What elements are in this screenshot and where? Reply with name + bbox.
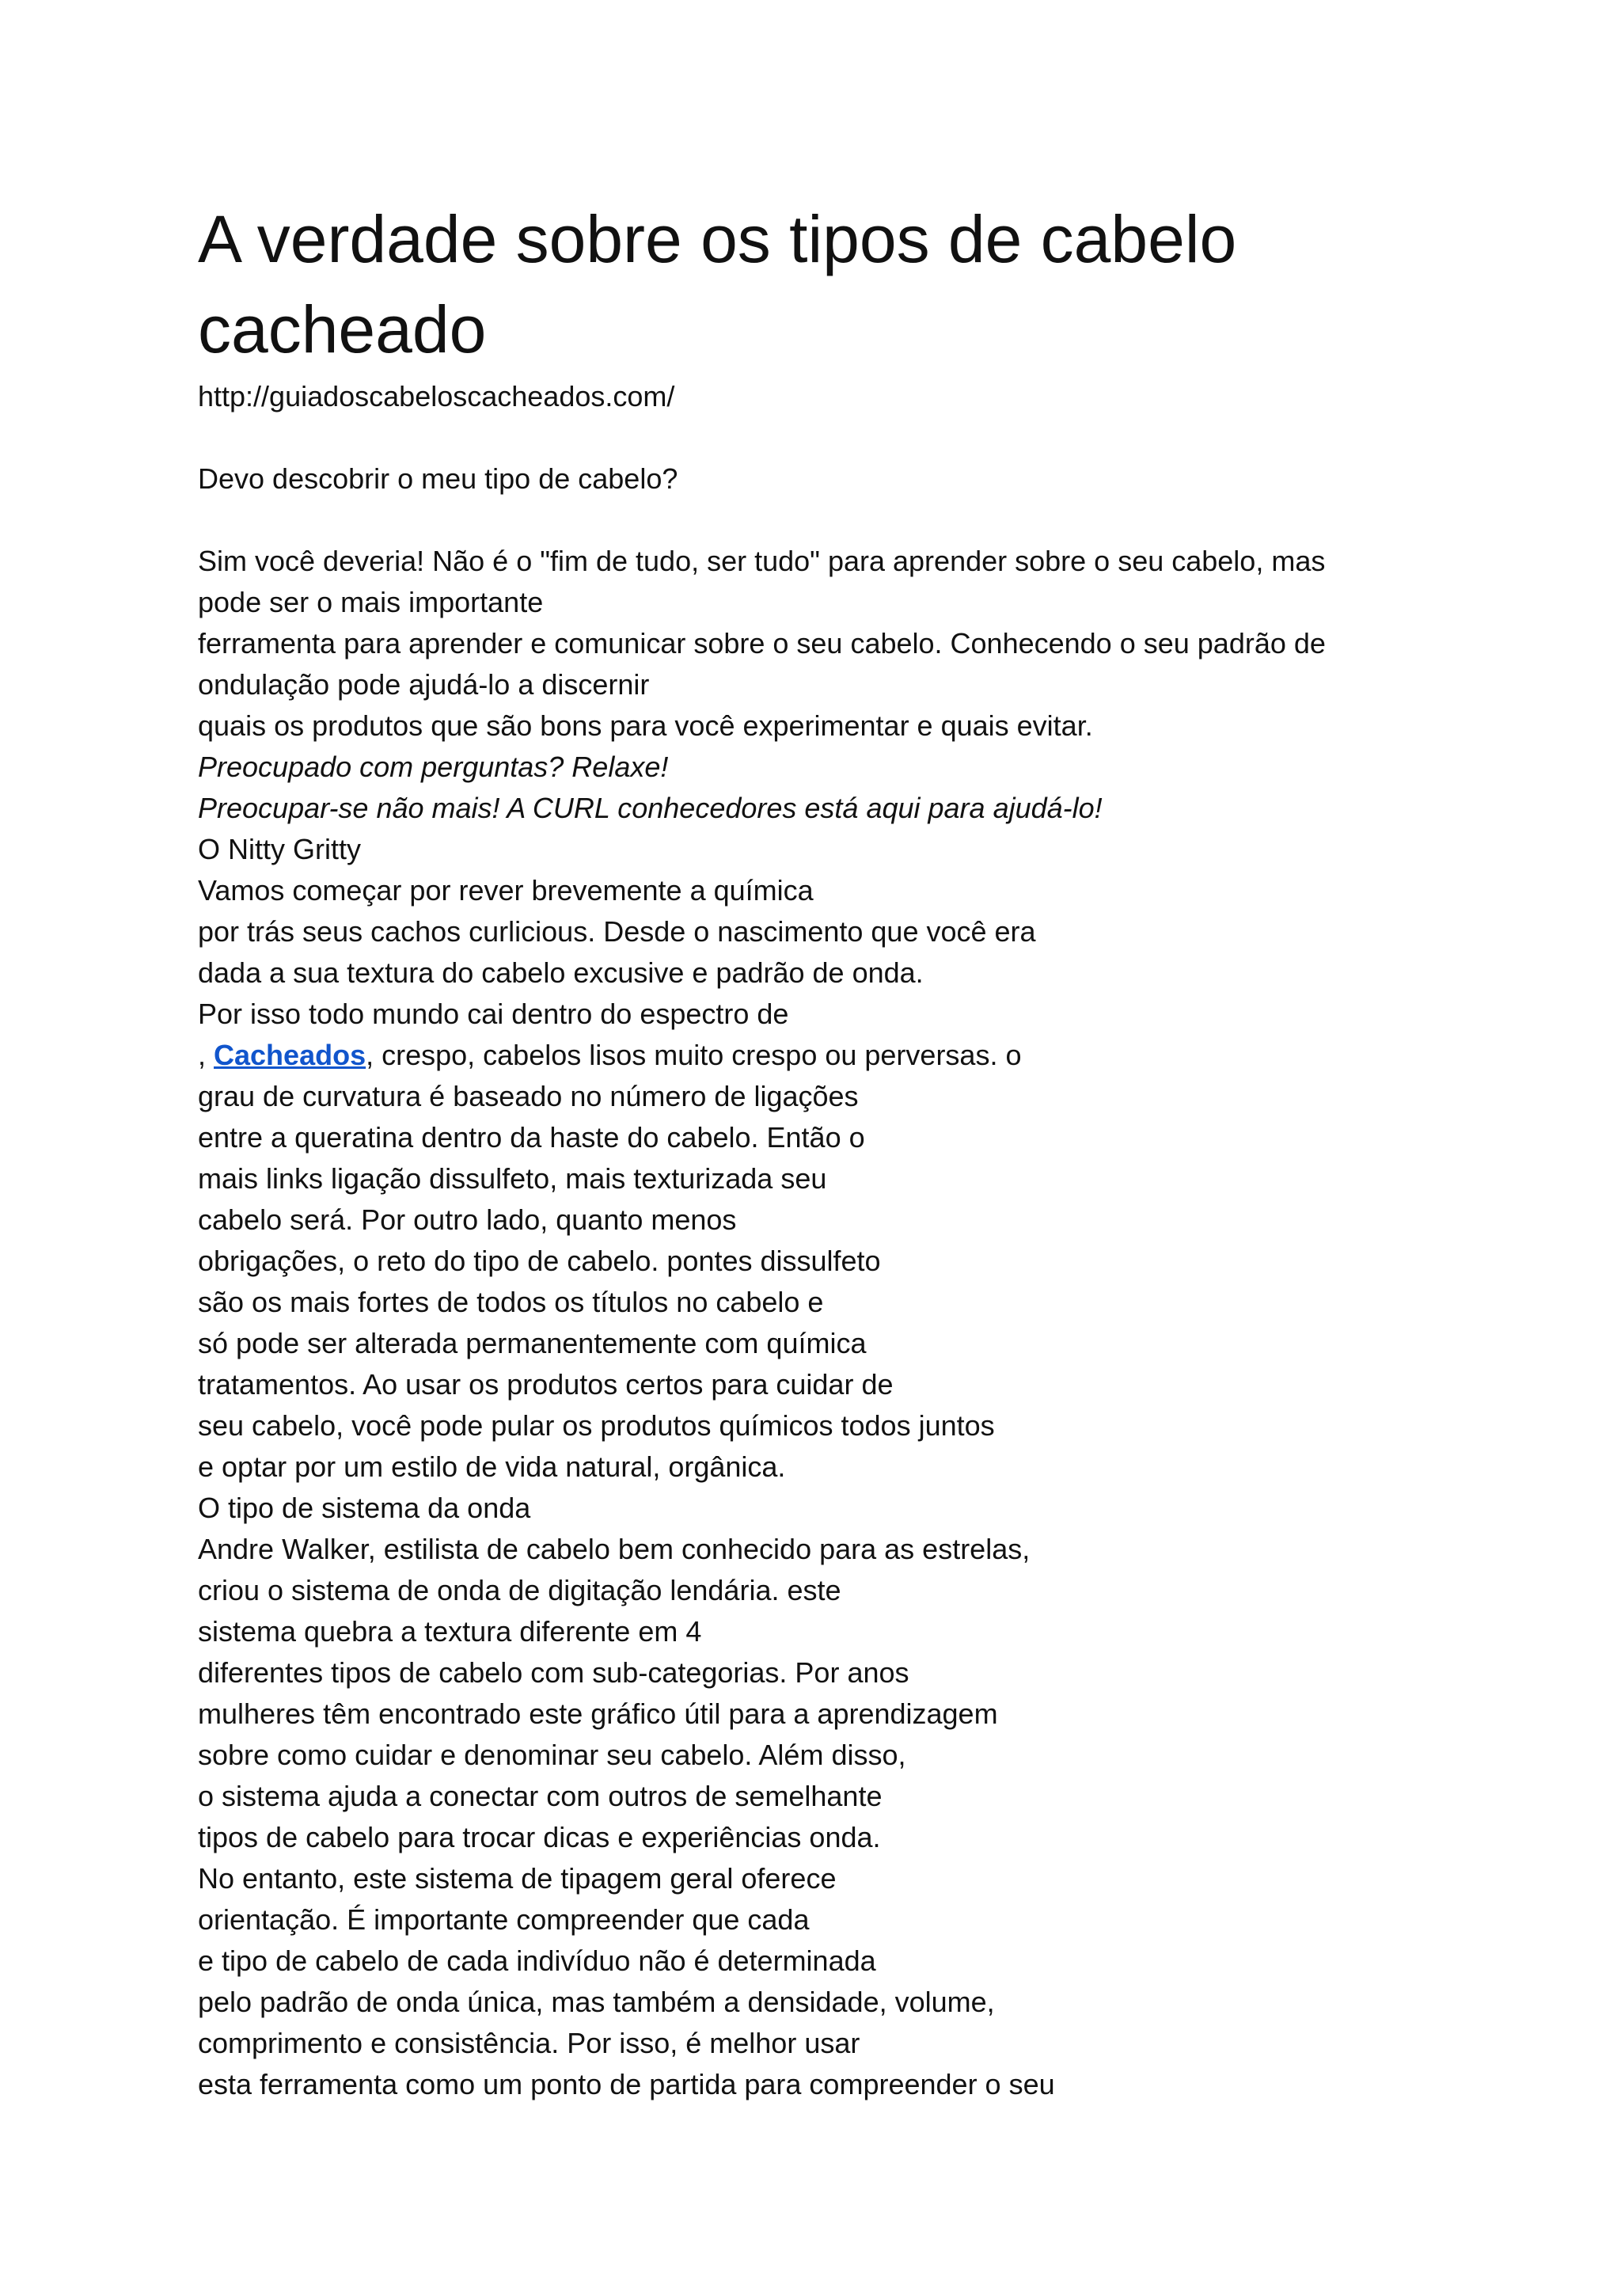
- section-heading-wave-system: O tipo de sistema da onda: [198, 1492, 531, 1524]
- body-line: grau de curvatura é baseado no número de ligações: [198, 1080, 859, 1112]
- body-line: tipos de cabelo para trocar dicas e experiências onda.: [198, 1821, 881, 1853]
- intro-line: quais os produtos que são bons para você experimentar e quais evitar.: [198, 709, 1093, 742]
- body-line: diferentes tipos de cabelo com sub-categorias. Por anos: [198, 1656, 909, 1689]
- body-line: Andre Walker, estilista de cabelo bem conhecido para as estrelas,: [198, 1533, 1031, 1565]
- body-line: e optar por um estilo de vida natural, orgânica.: [198, 1450, 786, 1483]
- body-line: pelo padrão de onda única, mas também a densidade, volume,: [198, 1986, 995, 2018]
- link-prefix: ,: [198, 1039, 214, 1071]
- italic-line: Preocupado com perguntas? Relaxe!: [198, 751, 669, 783]
- body-line: só pode ser alterada permanentemente com química: [198, 1327, 867, 1359]
- body-line: orientação. É importante compreender que cada: [198, 1903, 810, 1936]
- paragraph-spacer: [198, 417, 1433, 458]
- body-line: sobre como cuidar e denominar seu cabelo. Além disso,: [198, 1739, 906, 1771]
- body-line: criou o sistema de onda de digitação lendária. este: [198, 1574, 841, 1606]
- body-line: por trás seus cachos curlicious. Desde o nascimento que você era: [198, 915, 1036, 948]
- body-line: Vamos começar por rever brevemente a química: [198, 874, 814, 907]
- body-line: o sistema ajuda a conectar com outros de semelhante: [198, 1780, 883, 1812]
- body-line: esta ferramenta como um ponto de partida para compreender o seu: [198, 2068, 1055, 2100]
- paragraph-spacer: [198, 500, 1433, 541]
- italic-line: Preocupar-se não mais! A CURL conhecedores está aqui para ajudá-lo!: [198, 792, 1103, 824]
- link-suffix: , crespo, cabelos lisos muito crespo ou perversas. o: [366, 1039, 1022, 1071]
- intro-line: ondulação pode ajudá-lo a discernir: [198, 668, 650, 701]
- intro-line: pode ser o mais importante: [198, 586, 544, 618]
- question-line: Devo descobrir o meu tipo de cabelo?: [198, 462, 678, 495]
- body-line: mulheres têm encontrado este gráfico útil para a aprendizagem: [198, 1697, 998, 1730]
- body-line: e tipo de cabelo de cada indivíduo não é determinada: [198, 1944, 876, 1977]
- body-line: obrigações, o reto do tipo de cabelo. pontes dissulfeto: [198, 1245, 881, 1277]
- document-title: A verdade sobre os tipos de cabelo cacheado: [198, 202, 1237, 367]
- body-line: cabelo será. Por outro lado, quanto menos: [198, 1203, 737, 1236]
- cacheados-link[interactable]: Cacheados: [214, 1039, 366, 1071]
- source-url: http://guiadoscabeloscacheados.com/: [198, 380, 675, 412]
- intro-line: Sim você deveria! Não é o "fim de tudo, ser tudo" para aprender sobre o seu cabelo, mas: [198, 545, 1326, 577]
- body-line: são os mais fortes de todos os títulos no cabelo e: [198, 1286, 824, 1318]
- body-line: mais links ligação dissulfeto, mais texturizada seu: [198, 1162, 827, 1195]
- intro-line: ferramenta para aprender e comunicar sobre o seu cabelo. Conhecendo o seu padrão de: [198, 627, 1326, 660]
- section-heading-nitty-gritty: O Nitty Gritty: [198, 833, 361, 865]
- body-line: seu cabelo, você pode pular os produtos químicos todos juntos: [198, 1409, 995, 1442]
- body-line: No entanto, este sistema de tipagem geral oferece: [198, 1862, 837, 1895]
- body-line: dada a sua textura do cabelo excusive e padrão de onda.: [198, 956, 924, 989]
- body-line: sistema quebra a textura diferente em 4: [198, 1615, 702, 1648]
- body-line: comprimento e consistência. Por isso, é melhor usar: [198, 2027, 860, 2059]
- body-line: entre a queratina dentro da haste do cabelo. Então o: [198, 1121, 865, 1154]
- document-body: [198, 194, 1433, 2105]
- body-line: Por isso todo mundo cai dentro do espectro de: [198, 998, 789, 1030]
- body-line: tratamentos. Ao usar os produtos certos para cuidar de: [198, 1368, 894, 1401]
- body-line-with-link: [198, 1035, 1433, 1076]
